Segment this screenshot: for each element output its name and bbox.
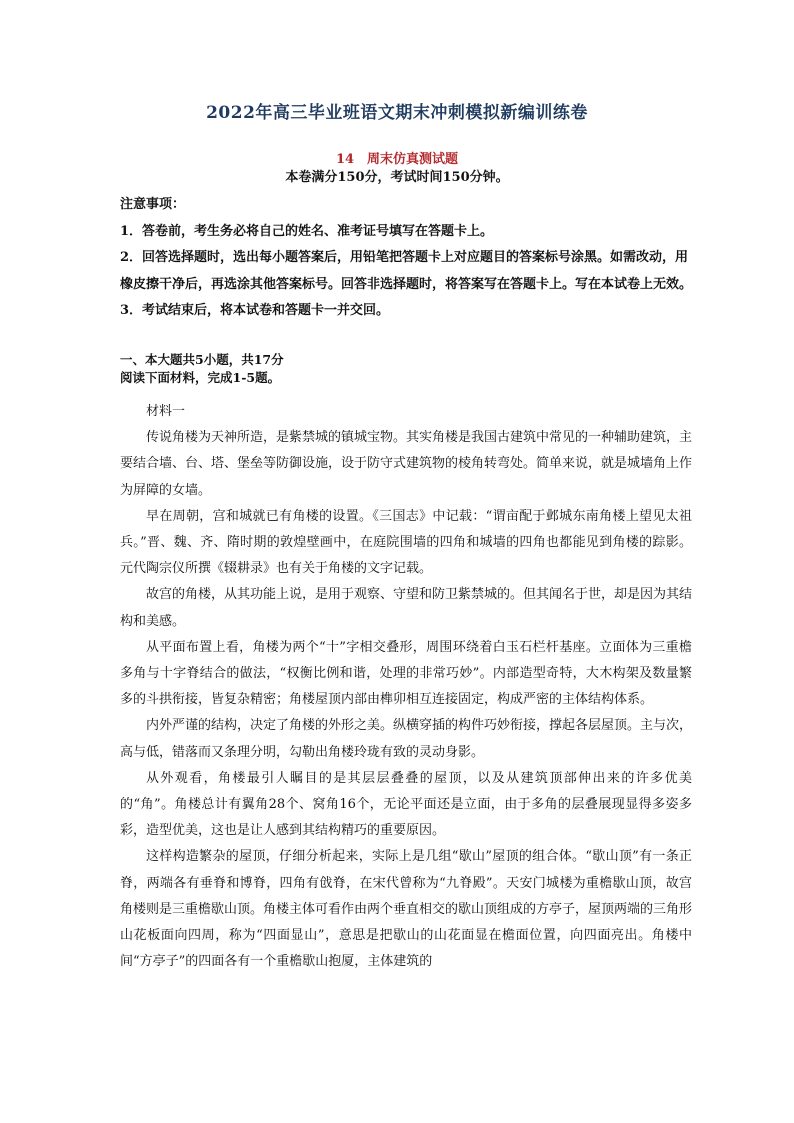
- material-paragraph: 这样构造繁杂的屋顶，仔细分析起来，实际上是几组“歇山”屋顶的组合体。“歇山顶”有一条正脊，两端各有垂脊和博脊，四角有戗脊，在宋代曾称为“九脊殿”。天安门城楼为重檐歇山顶，故宫角楼则是三重檐歇山顶。角楼主体可看作由两个垂直相交的歇山顶组成的方亭子，屋顶两端的三角形山花板面向四周，称为“四面显山”，意思是把歇山的山花面显在檐面位置，向四面亮出。角楼中间“方亭子”的四面各有一个重檐歇山抱厦，主体建筑的: [120, 849, 693, 970]
- notice-item-3: 3．考试结束后，将本试卷和答题卡一并交回。: [120, 303, 390, 318]
- section-heading: 一、本大题共5小题，共17分: [120, 352, 284, 367]
- material-paragraph: 故宫的角楼，从其功能上说，是用于观察、守望和防卫紫禁城的。但其闻名于世，却是因为其结构和美感。: [120, 587, 693, 629]
- notice-item-2: 2．回答选择题时，选出每小题答案后，用铅笔把答题卡上对应题目的答案标号涂黑。如需改动，用橡皮擦干净后，再选涂其他答案标号。回答非选择题时，将答案写在答题卡上。写在本试卷上无效。: [120, 250, 693, 292]
- section-header: [120, 351, 692, 387]
- material-paragraph: 早在周朝，宫和城就已有角楼的设置。《三国志》中记载：“谓亩配于邺城东南角楼上望见太祖兵。”晋、魏、齐、隋时期的敦煌壁画中，在庭院围墙的四角和城墙的四角也都能见到角楼的踪影。元代陶宗仪所撰《辍耕录》也有关于角楼的文字记载。: [120, 508, 692, 577]
- reading-material: [120, 399, 692, 975]
- material-paragraph: 传说角楼为天神所造，是紫禁城的镇城宝物。其实角楼是我国古建筑中常见的一种辅助建筑，主要结合墙、台、塔、堡垒等防御设施，设于防守式建筑物的棱角转弯处。简单来说，就是城墙角上作为屏障的女墙。: [120, 430, 693, 498]
- material-label: 材料一: [146, 404, 186, 419]
- material-paragraph: 从外观看，角楼最引人瞩目的是其层层叠叠的屋顶，以及从建筑顶部伸出来的许多优美的“角”。角楼总计有翼角28个、窝角16个，无论平面还是立面，由于多角的层叠展现显得多姿多彩，造型优美，这也是让人感到其结构精巧的重要原因。: [120, 770, 692, 839]
- score-time-line: 本卷满分150分，考试时间150分钟。: [285, 170, 509, 185]
- notice-item-1: 1．答卷前，考生务必将自己的姓名、准考证号填写在答题卡上。: [120, 223, 494, 239]
- notice-heading: 注意事项：: [120, 197, 186, 212]
- exam-title: 2022年高三毕业班语文期末冲刺模拟新编训练卷: [206, 103, 588, 123]
- notice-block: [120, 192, 692, 325]
- section-instruction: 阅读下面材料，完成1-5题。: [120, 370, 281, 385]
- exam-subtitle: 14 周末仿真测试题: [335, 152, 459, 167]
- material-paragraph: 从平面布置上看，角楼为两个“十”字相交叠形，周围环绕着白玉石栏杆基座。立面体为三重檐多角与十字脊结合的做法，“权衡比例和谐，处理的非常巧妙”。内部造型奇特，大木构架及数量繁多的斗拱衔接，皆复杂精密；角楼屋顶内部由榫卯相互连接固定，构成严密的主体结构体系。: [120, 639, 692, 708]
- material-paragraph: 内外严谨的结构，决定了角楼的外形之美。纵横穿插的构件巧妙衔接，撑起各层屋顶。主与次，高与低，错落而又条理分明，勾勒出角楼玲珑有致的灵动身影。: [120, 718, 693, 760]
